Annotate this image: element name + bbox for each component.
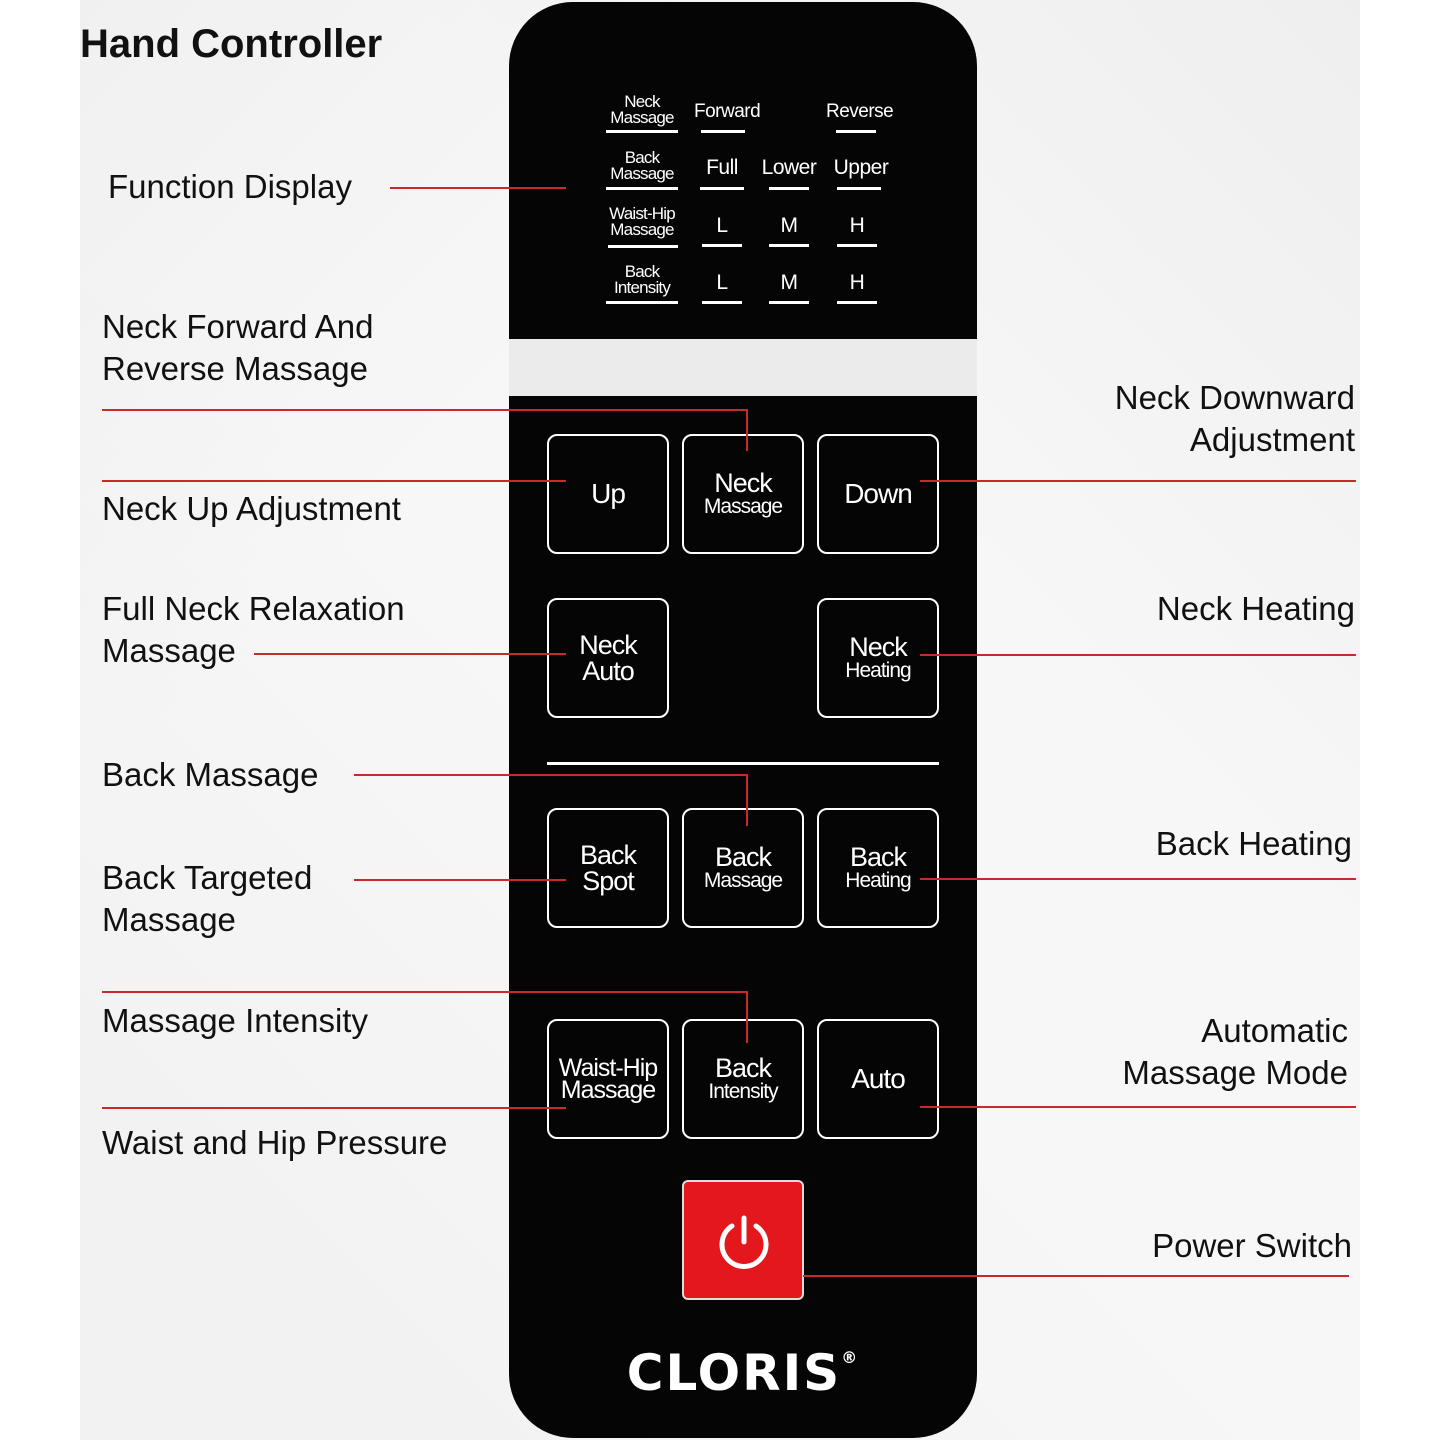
display-text: Full — [706, 156, 738, 179]
button-label: Intensity — [708, 1080, 778, 1103]
button-label: Back — [849, 842, 907, 872]
leader-neck-heating — [920, 654, 1356, 656]
waist-hip-massage-button[interactable] — [547, 1019, 669, 1139]
display-text: Lower — [761, 156, 817, 179]
display-indicator — [769, 187, 809, 190]
back-massage-button[interactable] — [682, 808, 804, 928]
display-option — [760, 157, 818, 191]
button-label: Auto — [582, 656, 634, 686]
label-back-targeted — [102, 857, 312, 941]
label-line: Back Targeted — [102, 859, 313, 896]
display-indicator — [837, 301, 877, 304]
down-button[interactable] — [817, 434, 939, 554]
label-line: Massage — [102, 632, 236, 669]
label-neck-heating: Neck Heating — [1156, 590, 1355, 627]
back-heating-button[interactable] — [817, 808, 939, 928]
button-label: Neck — [849, 632, 907, 662]
button-label: Waist-Hip — [558, 1054, 658, 1082]
display-option — [826, 101, 894, 135]
display-row-label — [604, 206, 680, 250]
display-indicator — [769, 301, 809, 304]
display-text: H — [849, 214, 865, 237]
leader-back-targeted — [354, 879, 566, 881]
button-label: Spot — [582, 866, 634, 896]
display-text: Reverse — [826, 101, 894, 122]
display-option — [769, 215, 809, 249]
label-massage-intensity: Massage Intensity — [102, 1002, 368, 1039]
remote-divider — [547, 762, 939, 765]
registered-mark: ® — [841, 1348, 860, 1367]
display-indicator — [606, 187, 678, 190]
label-full-neck-relaxation — [102, 588, 405, 672]
button-label: Back — [714, 842, 772, 872]
leader-massage-intensity-drop — [746, 991, 748, 1043]
label-line: Massage Mode — [1122, 1054, 1348, 1091]
back-intensity-button[interactable] — [682, 1019, 804, 1139]
display-indicator — [702, 301, 742, 304]
leader-back-heating — [920, 878, 1356, 880]
label-neck-up: Neck Up Adjustment — [102, 490, 401, 527]
display-indicator — [769, 244, 809, 247]
page-title: Hand Controller — [80, 22, 383, 66]
label-neck-downward — [1115, 377, 1355, 461]
display-text: L — [716, 214, 728, 237]
button-label: Heating — [845, 659, 911, 682]
display-indicator — [608, 245, 678, 248]
brand-logo — [509, 1344, 977, 1402]
power-button[interactable] — [682, 1180, 804, 1300]
power-icon — [714, 1212, 774, 1272]
display-text: Neck — [624, 92, 660, 111]
leader-power-switch — [803, 1275, 1349, 1277]
display-indicator — [606, 130, 678, 133]
display-option — [837, 215, 877, 249]
display-text: Intensity — [613, 278, 671, 297]
leader-neck-forward-reverse-drop — [746, 409, 748, 451]
display-text: Back — [624, 148, 660, 167]
up-button[interactable] — [547, 434, 669, 554]
display-option — [837, 272, 877, 306]
button-label: Down — [844, 478, 912, 509]
remote-window-strip — [509, 339, 977, 396]
label-power-switch: Power Switch — [1152, 1227, 1352, 1264]
leader-massage-intensity — [102, 991, 748, 993]
button-label: Massage — [703, 495, 783, 518]
button-label: Heating — [845, 869, 911, 892]
display-indicator — [702, 244, 742, 247]
display-indicator — [606, 301, 678, 304]
leader-neck-up — [102, 480, 566, 482]
label-line: Adjustment — [1189, 421, 1355, 458]
display-indicator — [701, 130, 745, 133]
label-automatic-mode — [1122, 1010, 1348, 1094]
display-text: L — [716, 271, 728, 294]
label-line: Neck Forward And — [102, 308, 374, 345]
display-option — [700, 157, 744, 191]
label-function-display: Function Display — [108, 168, 352, 205]
label-neck-forward-reverse — [102, 306, 373, 390]
label-back-heating: Back Heating — [1155, 825, 1352, 862]
neck-auto-button[interactable] — [547, 598, 669, 718]
label-line: Full Neck Relaxation — [102, 590, 405, 627]
display-text: Massage — [610, 164, 674, 183]
button-label: Massage — [703, 869, 783, 892]
display-indicator — [700, 187, 744, 190]
display-text: Upper — [833, 156, 889, 179]
button-label: Neck — [579, 630, 637, 660]
label-line: Neck Downward — [1114, 379, 1355, 416]
display-text: H — [849, 271, 865, 294]
leader-function-display — [390, 187, 566, 189]
button-label: Neck — [714, 468, 772, 498]
button-label: Back — [579, 840, 637, 870]
button-label: Up — [591, 478, 625, 509]
display-option — [702, 215, 742, 249]
display-indicator — [837, 244, 877, 247]
label-line: Reverse Massage — [102, 350, 368, 387]
display-indicator — [836, 130, 876, 133]
leader-back-massage — [354, 774, 748, 776]
leader-neck-forward-reverse — [102, 409, 748, 411]
back-spot-button[interactable] — [547, 808, 669, 928]
button-label: Back — [714, 1053, 772, 1083]
display-text: M — [780, 214, 798, 237]
leader-neck-down — [920, 480, 1356, 482]
leader-automatic-mode — [920, 1106, 1356, 1108]
leader-waist-hip — [102, 1107, 566, 1109]
label-waist-hip: Waist and Hip Pressure — [102, 1124, 448, 1161]
button-label: Auto — [851, 1063, 905, 1094]
label-line: Automatic — [1201, 1012, 1348, 1049]
brand-name: CLORIS — [626, 1344, 842, 1402]
display-option — [832, 157, 890, 191]
display-option — [769, 272, 809, 306]
neck-heating-button[interactable] — [817, 598, 939, 718]
display-text: Forward — [694, 101, 761, 122]
label-line: Massage — [102, 901, 236, 938]
label-back-massage: Back Massage — [102, 756, 319, 793]
display-option — [702, 272, 742, 306]
button-label: Massage — [560, 1076, 656, 1104]
display-option — [694, 101, 761, 135]
display-row-label — [606, 264, 678, 306]
auto-button[interactable] — [817, 1019, 939, 1139]
display-text: Massage — [610, 108, 674, 127]
display-text: Waist-Hip — [609, 204, 675, 223]
leader-full-neck — [254, 653, 566, 655]
leader-back-massage-drop — [746, 774, 748, 826]
display-text: Massage — [610, 220, 674, 239]
display-text: Back — [624, 262, 660, 281]
neck-massage-button[interactable] — [682, 434, 804, 554]
display-text: M — [780, 271, 798, 294]
display-row-label — [606, 150, 678, 192]
display-indicator — [837, 187, 881, 190]
display-row-label — [606, 94, 678, 134]
